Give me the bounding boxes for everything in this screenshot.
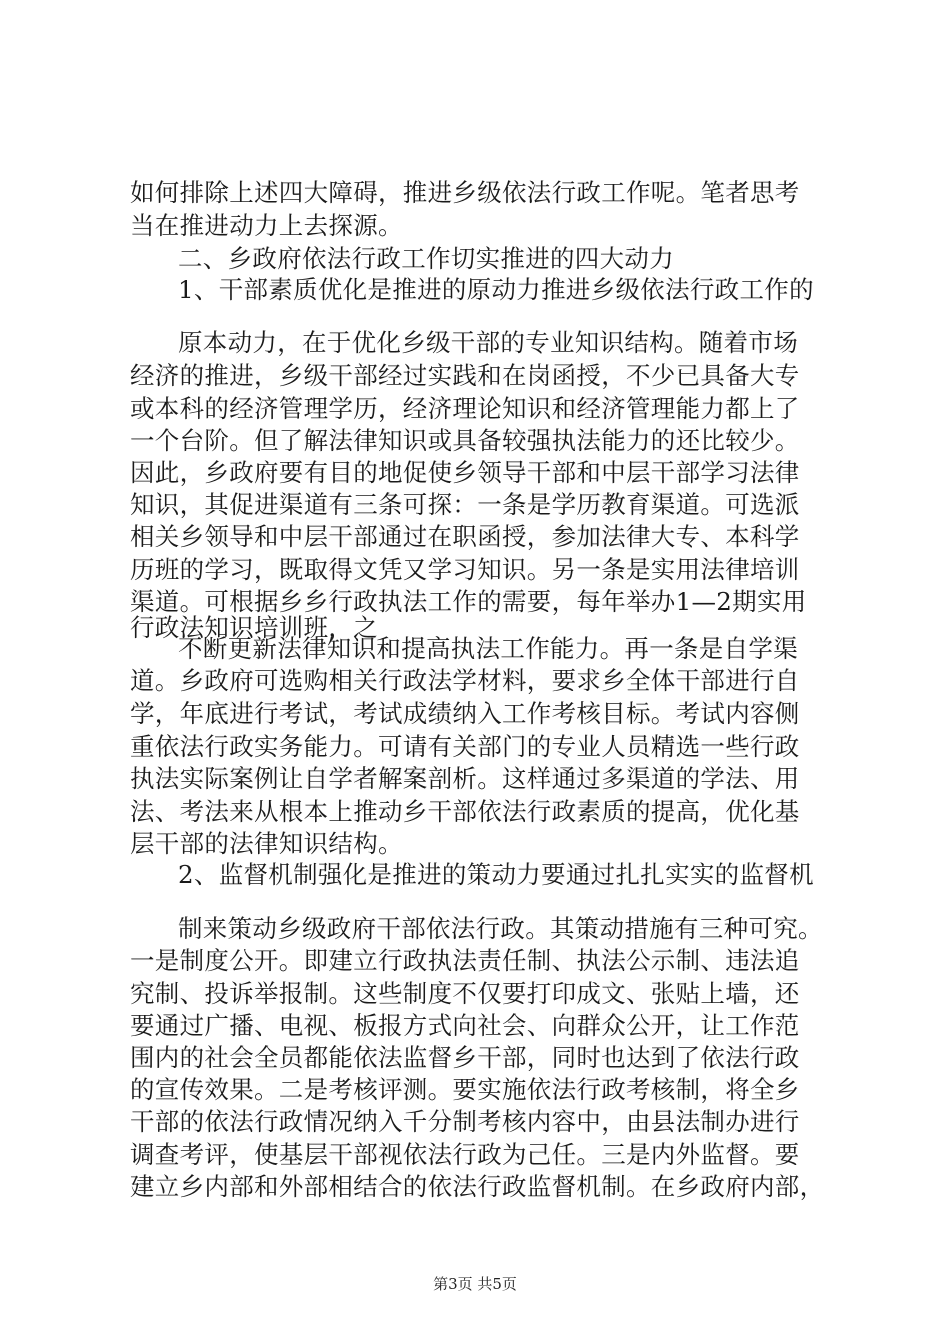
text-line: 调查考评，使基层干部视依法行政为己任。三是内外监督。要: [130, 1140, 800, 1169]
text-line: 相关乡领导和中层干部通过在职函授，参加法律大专、本科学: [130, 522, 800, 551]
subsection-heading: 2、监督机制强化是推进的策动力要通过扎扎实实的监督机: [178, 860, 814, 889]
subsection-heading: 1、干部素质优化是推进的原动力推进乡级依法行政工作的: [178, 275, 814, 304]
text-line: 重依法行政实务能力。可请有关部门的专业人员精选一些行政: [130, 732, 800, 761]
text-line: 或本科的经济管理学历，经济理论知识和经济管理能力都上了: [130, 394, 800, 423]
text-line: 干部的依法行政情况纳入千分制考核内容中，由县法制办进行: [130, 1107, 800, 1136]
text-line: 建立乡内部和外部相结合的依法行政监督机制。在乡政府内部，: [130, 1172, 825, 1201]
text-line: 如何排除上述四大障碍，推进乡级依法行政工作呢。笔者思考: [130, 178, 800, 207]
section-heading: 二、乡政府依法行政工作切实推进的四大动力: [178, 244, 674, 273]
text-line: 知识，其促进渠道有三条可探：一条是学历教育渠道。可选派: [130, 490, 800, 519]
text-line: 围内的社会全员都能依法监督乡干部，同时也达到了依法行政: [130, 1043, 800, 1072]
text-line: 因此，乡政府要有目的地促使乡领导干部和中层干部学习法律: [130, 458, 800, 487]
text-line: 法、考法来从根本上推动乡干部依法行政素质的提高，优化基: [130, 797, 800, 826]
text-line: 要通过广播、电视、板报方式向社会、向群众公开，让工作范: [130, 1011, 800, 1040]
page-number-footer: 第3页 共5页: [433, 1275, 517, 1293]
text-line: 一是制度公开。即建立行政执法责任制、执法公示制、违法追: [130, 946, 800, 975]
text-line: 一个台阶。但了解法律知识或具备较强执法能力的还比较少。: [130, 426, 800, 455]
text-line: 执法实际案例让自学者解案剖析。这样通过多渠道的学法、用: [130, 764, 800, 793]
text-line: 行政法知识培训班，之: [130, 613, 378, 642]
text-line: 学，年底进行考试，考试成绩纳入工作考核目标。考试内容侧: [130, 699, 800, 728]
text-line: 原本动力，在于优化乡级干部的专业知识结构。随着市场: [178, 328, 798, 357]
text-line: 经济的推进，乡级干部经过实践和在岗函授，不少已具备大专: [130, 361, 800, 390]
text-line: 道。乡政府可选购相关行政法学材料，要求乡全体干部进行自: [130, 666, 800, 695]
text-line: 究制、投诉举报制。这些制度不仅要打印成文、张贴上墙，还: [130, 979, 800, 1008]
text-line: 历班的学习，既取得文凭又学习知识。另一条是实用法律培训: [130, 555, 800, 584]
text-line: 当在推进动力上去探源。: [130, 211, 403, 240]
text-line: 不断更新法律知识和提高执法工作能力。再一条是自学渠: [178, 634, 798, 663]
text-line: 渠道。可根据乡乡行政执法工作的需要，每年举办1—2期实用: [130, 587, 807, 616]
text-line: 制来策动乡级政府干部依法行政。其策动措施有三种可究。: [178, 914, 823, 943]
text-line: 的宣传效果。二是考核评测。要实施依法行政考核制，将全乡: [130, 1075, 800, 1104]
text-line: 层干部的法律知识结构。: [130, 829, 403, 858]
